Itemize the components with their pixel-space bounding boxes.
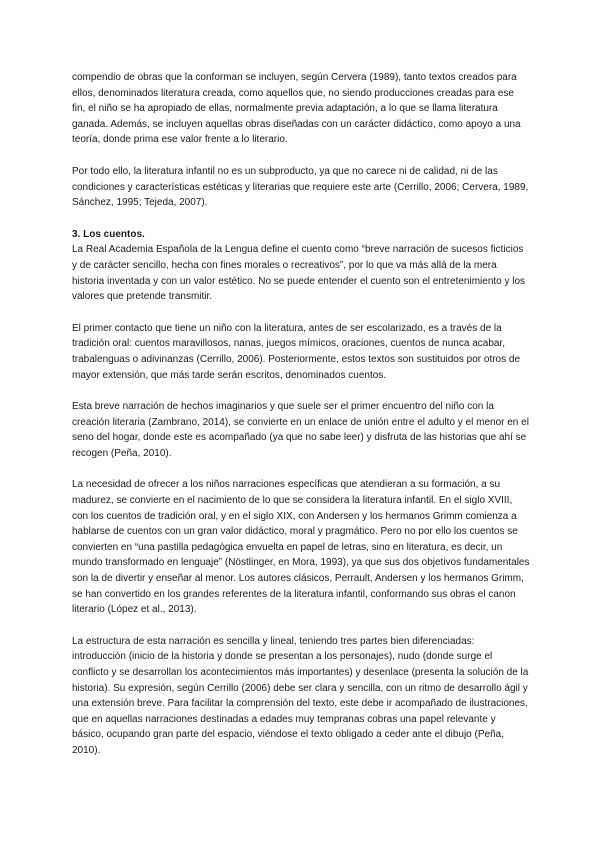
section-heading: 3. Los cuentos. [72,228,145,240]
paragraph-cuentos-2: El primer contacto que tiene un niño con la literatura, antes de ser escolarizado, es a través de la tradición oral: cuentos maravillosos, nanas, juegos mímicos, oraciones, cuentos de nunca acabar, trabalenguas o adivinanzas (Cerrillo, 2006). Posteriormente, estos textos son sustituidos por otros de mayor extensión, que más tarde serán escritos, denominados cuentos. [72,322,521,381]
paragraph-intro-2: Por todo ello, la literatura infantil no es un subproducto, ya que no carece ni de calidad, ni de las condiciones y características estéticas y literarias que requiere este arte (Cerrillo, 2006; Cervera, 1989, Sánchez, 1995; Tejeda, 2007). [72,165,529,209]
document-page [72,70,530,775]
paragraph-cuentos-5: La estructura de esta narración es sencilla y lineal, teniendo tres partes bien diferenciadas: introducción (inicio de la historia y donde se presentan a los personajes), nudo (donde surge el conflicto y se desarrollan los acontecimientos más importantes) y desenlace (presenta la solución de la historia). Su expresión, según Cerrillo (2006) debe ser clara y sencilla, con un ritmo de desarrollo ágil y una extensión breve. Para facilitar la comprensión del texto, este debe ir acompañado de ilustraciones, que en aquellas narraciones destinadas a edades muy tempranas cobras una papel relevante y básico, ocupando gran parte del espacio, viéndose el texto obligado a ceder ante el dibujo (Peña, 2010). [72,635,529,756]
paragraph-cuentos-1: La Real Academia Española de la Lengua define el cuento como “breve narración de sucesos ficticios y de carácter sencillo, hecha con fines morales o recreativos”, por lo que va más allá de la mera historia inventada y con un valor estético. No se puede entender el cuento son el entretenimiento y los valores que pretende transmitir. [72,244,526,303]
paragraph-cuentos-4: La necesidad de ofrecer a los niños narraciones específicas que atendieran a su formación, a su madurez, se convierte en el nacimiento de lo que se considera la literatura infantil. En el siglo XVIII, con los cuentos de tradición oral, y en el siglo XIX, con Andersen y los hermanos Grimm comienza a hablarse de cuentos con un gran valor didáctico, moral y pragmático. Pero no por ello los cuentos se convierten en “una pastilla pedagógica envuelta en papel de letras, sino en literatura, es decir, un mundo transformado en lenguaje” (Nöstlinger, en Mora, 1993), ya que sus dos objetivos fundamentales son la de divertir y enseñar al menor. Los autores clásicos, Perrault, Andersen y los hermanos Grimm, se han convertido en los grandes referentes de la literatura infantil, conformando sus obras el canon literario (López et al., 2013). [72,479,530,616]
paragraph-cuentos-3: Esta breve narración de hechos imaginarios y que suele ser el primer encuentro del niño con la creación literaria (Zambrano, 2014), se convierte en un enlace de unión entre el adulto y el menor en el seno del hogar, donde este es acompañado (ya que no sabe leer) y disfruta de las historias que ahí se recogen (Peña, 2010). [72,401,529,459]
paragraph-intro-1: compendio de obras que la conforman se incluyen, según Cervera (1989), tanto textos creados para ellos, denominados literatura creada, como aquellos que, no siendo producciones creadas para ese fin, el niño se ha apropiado de ellas, normalmente previa adaptación, a lo que se llama literatura ganada. Además, se incluyen aquellas obras diseñadas con un carácter didáctico, como apoyo a una teoría, donde prima ese valor frente a lo literario. [72,72,521,146]
